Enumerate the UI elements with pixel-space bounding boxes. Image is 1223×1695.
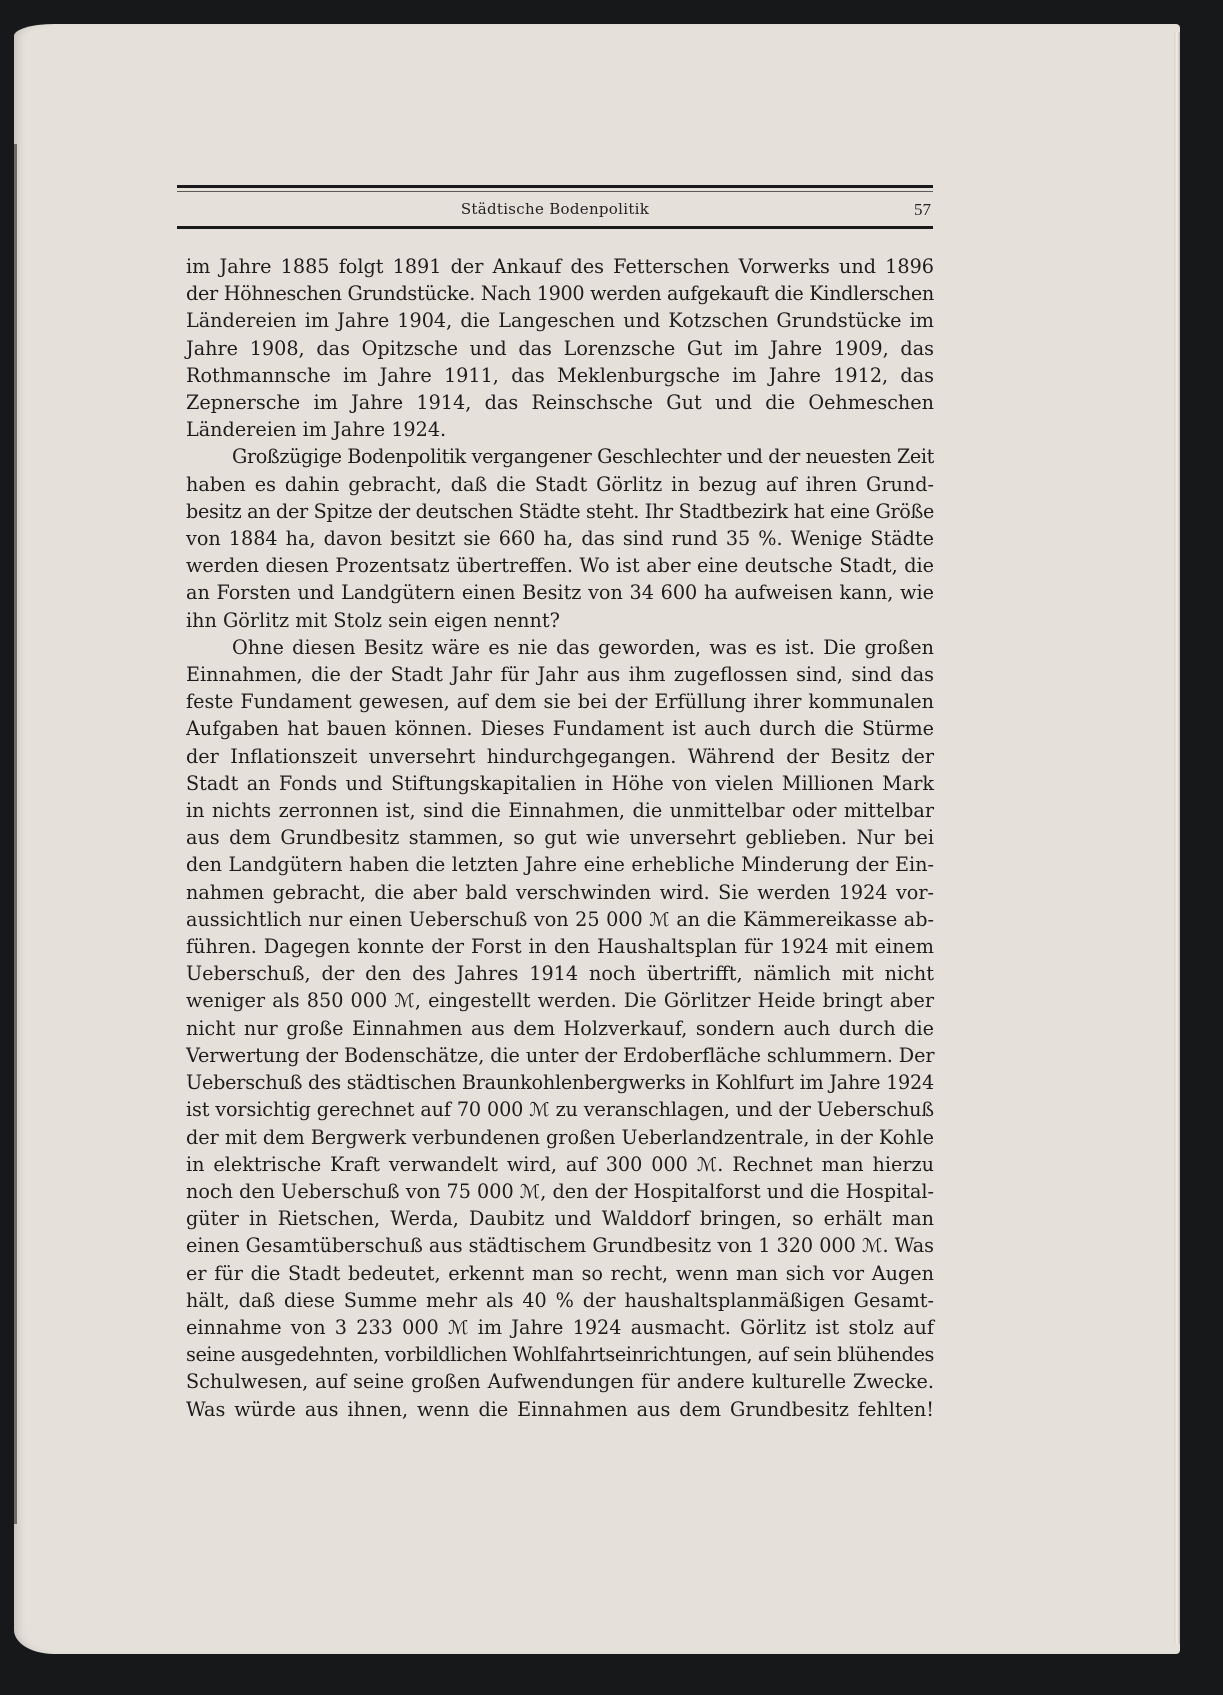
text-line: nicht nur große Einnahmen aus dem Holzverkauf, sondern auch durch die	[186, 1016, 934, 1040]
text-line: Ueberschuß des städtischen Braunkohlenbergwerks in Kohlfurt im Jahre 1924	[186, 1071, 934, 1095]
text-line: Schulwesen, auf seine großen Aufwendungen für andere kulturelle Zwecke.	[186, 1370, 934, 1394]
text-line: Ländereien im Jahre 1924.	[186, 418, 447, 442]
text-line: Ohne diesen Besitz wäre es nie das geworden, was es ist. Die großen	[232, 635, 934, 659]
text-line: Verwertung der Bodenschätze, die unter der Erdoberfläche schlummern. Der	[186, 1043, 935, 1067]
text-line: aussichtlich nur einen Ueberschuß von 25 000 ℳ an die Kämmereikasse ab-	[186, 907, 934, 931]
text-line: besitz an der Spitze der deutschen Städte steht. Ihr Stadtbezirk hat eine Größe	[186, 499, 934, 523]
text-line: Stadt an Fonds und Stiftungskapitalien in Höhe von vielen Millionen Mark	[186, 771, 934, 795]
text-line: nahmen gebracht, die aber bald verschwinden wird. Sie werden 1924 vor-	[186, 880, 934, 904]
text-line: güter in Rietschen, Werda, Daubitz und Walddorf bringen, so erhält man	[186, 1207, 934, 1231]
text-line: im Jahre 1885 folgt 1891 der Ankauf des Fetterschen Vorwerks und 1896	[186, 255, 934, 278]
text-line: Zepnersche im Jahre 1914, das Reinschsche Gut und die Oehmeschen	[186, 391, 934, 415]
text-line: der Höhneschen Grundstücke. Nach 1900 werden aufgekauft die Kindlerschen	[186, 282, 934, 306]
header-rule-bottom	[177, 226, 933, 229]
text-line: aus dem Grundbesitz stammen, so gut wie unversehrt geblieben. Nur bei	[186, 826, 934, 850]
text-line: der Inflationszeit unversehrt hindurchgegangen. Während der Besitz der	[186, 744, 934, 768]
text-line: Ländereien im Jahre 1904, die Langeschen und Kotzschen Grundstücke im	[186, 309, 934, 333]
text-line: einen Gesamtüberschuß aus städtischem Grundbesitz von 1 320 000 ℳ. Was	[186, 1234, 934, 1258]
page-number: 57	[914, 200, 931, 219]
body-text	[186, 253, 934, 1423]
header-rule-thick	[177, 185, 933, 188]
text-line: ihn Görlitz mit Stolz sein eigen nennt?	[186, 608, 560, 632]
text-line: in elektrische Kraft verwandelt wird, auf 300 000 ℳ. Rechnet man hierzu	[186, 1152, 934, 1176]
binding-edge	[14, 144, 17, 1524]
text-line: ist vorsichtig gerechnet auf 70 000 ℳ zu veranschlagen, und der Ueberschuß	[186, 1098, 934, 1122]
text-line: noch den Ueberschuß von 75 000 ℳ, den der Hospitalforst und die Hospital-	[186, 1179, 934, 1203]
text-line: führen. Dagegen konnte der Forst in den Haushaltsplan für 1924 mit einem	[186, 935, 934, 959]
text-line: Rothmannsche im Jahre 1911, das Meklenburgsche im Jahre 1912, das	[186, 363, 934, 387]
text-line: Aufgaben hat bauen können. Dieses Fundament ist auch durch die Stürme	[186, 717, 934, 741]
text-line: werden diesen Prozentsatz übertreffen. Wo ist aber eine deutsche Stadt, die	[186, 554, 934, 578]
paragraph-3	[186, 634, 934, 1423]
text-line: Jahre 1908, das Opitzsche und das Lorenzsche Gut im Jahre 1909, das	[186, 336, 934, 360]
text-line: von 1884 ha, davon besitzt sie 660 ha, das sind rund 35 %. Wenige Städte	[186, 527, 934, 551]
text-line: hält, daß diese Summe mehr als 40 % der haushaltsplanmäßigen Gesamt-	[186, 1288, 934, 1312]
text-line: er für die Stadt bedeutet, erkennt man so recht, wenn man sich vor Augen	[186, 1261, 934, 1285]
paragraph-2	[186, 443, 934, 633]
paragraph-1	[186, 253, 934, 443]
text-line: den Landgütern haben die letzten Jahre eine erhebliche Minderung der Ein-	[186, 853, 934, 877]
text-line: einnahme von 3 233 000 ℳ im Jahre 1924 ausmacht. Görlitz ist stolz auf	[186, 1315, 934, 1339]
header-row	[177, 196, 933, 226]
running-title: Städtische Bodenpolitik	[460, 200, 650, 218]
page-edge	[1174, 32, 1180, 1644]
text-line: an Forsten und Landgütern einen Besitz von 34 600 ha aufweisen kann, wie	[186, 581, 934, 605]
page-header	[177, 185, 933, 229]
text-line: Ueberschuß, der den des Jahres 1914 noch übertrifft, nämlich mit nicht	[186, 962, 934, 986]
header-rule-thin	[177, 191, 933, 192]
text-line: feste Fundament gewesen, auf dem sie bei der Erfüllung ihrer kommunalen	[186, 690, 934, 714]
text-line: Großzügige Bodenpolitik vergangener Geschlechter und der neuesten Zeit	[232, 445, 934, 469]
text-line: der mit dem Bergwerk verbundenen großen Ueberlandzentrale, in der Kohle	[186, 1125, 934, 1149]
text-line: seine ausgedehnten, vorbildlichen Wohlfahrtseinrichtungen, auf sein blühendes	[186, 1343, 934, 1367]
text-line: in nichts zerronnen ist, sind die Einnahmen, die unmittelbar oder mittelbar	[186, 799, 934, 823]
text-line: haben es dahin gebracht, daß die Stadt Görlitz in bezug auf ihren Grund-	[186, 472, 934, 496]
text-line: Einnahmen, die der Stadt Jahr für Jahr aus ihm zugeflossen sind, sind das	[186, 663, 934, 687]
text-line: Was würde aus ihnen, wenn die Einnahmen aus dem Grundbesitz fehlten!	[186, 1397, 934, 1421]
text-line: weniger als 850 000 ℳ, eingestellt werden. Die Görlitzer Heide bringt aber	[186, 989, 934, 1013]
